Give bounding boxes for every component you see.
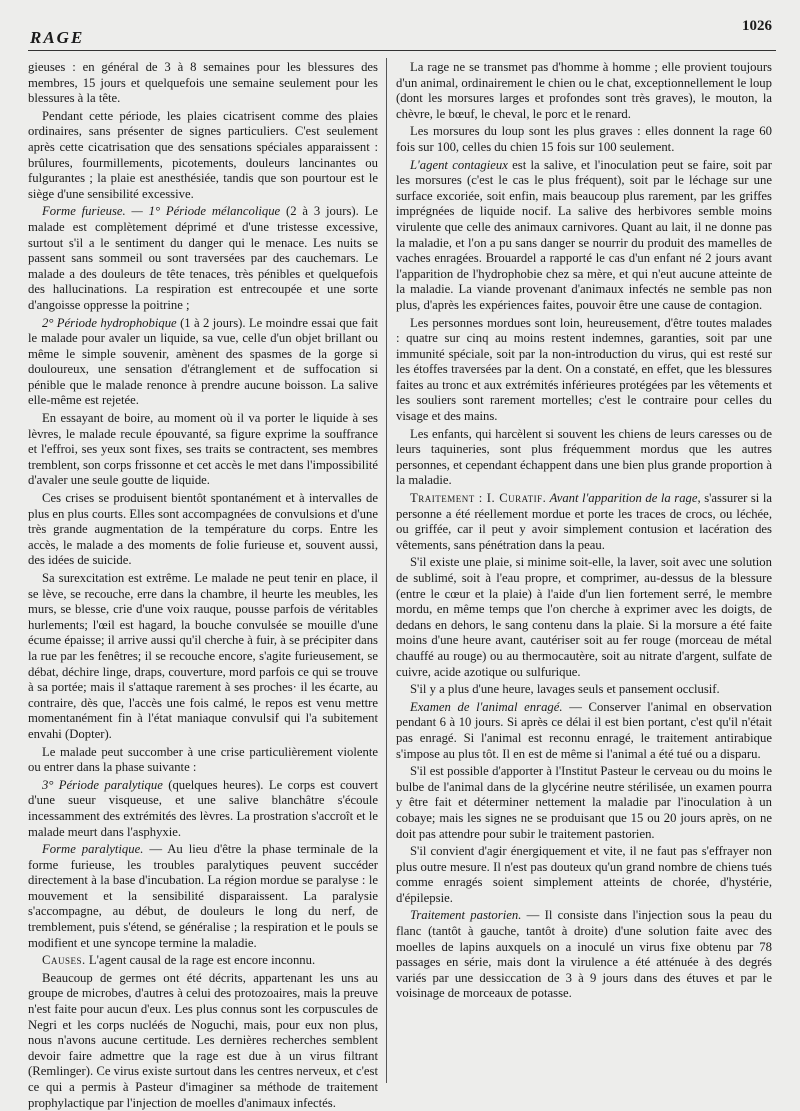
paragraph <box>28 571 378 743</box>
paragraph-text: gieuses : en général de 3 à 8 semaines pour les blessures des membres, 15 jours et quelquefois une semaine seulement pour les blessures à la tête. <box>28 60 378 106</box>
paragraph-lead: Forme paralytique. <box>42 842 144 857</box>
paragraph <box>396 682 772 698</box>
paragraph <box>28 745 378 776</box>
paragraph <box>28 491 378 569</box>
right-column <box>396 60 772 1084</box>
paragraph-text: — Au lieu d'être la phase terminale de la forme furieuse, les troubles paralytiques peuvent succéder directement à la base d'incubation. La région mordue se paralyse : le mouvement et la sensibilité disparaissent. La paralysie s'accompagne, au début, de douleurs le long du nerf, de tremblement, puis s'étend, se généralise ; la respiration et le pouls se modifient et une syncope termine la maladie. <box>28 842 378 950</box>
column-divider <box>386 58 387 1083</box>
paragraph-text: Ces crises se produisent bientôt spontanément et à intervalles de plus en plus courts. Elles sont accompagnées de convulsions et d'une très grande augmentation de la température du corps. Entre les accès, le malade a des moments de folie furieuse et, souvent aussi, des idées de suicide. <box>28 491 378 568</box>
paragraph-text: L'agent causal de la rage est encore inconnu. <box>85 953 316 968</box>
paragraph-text: En essayant de boire, au moment où il va porter le liquide à ses lèvres, le malade recule épouvanté, sa figure exprime la souffrance et l'effroi, ses yeux sont fixes, ses traits se contractent, ses membres tremblent, son corps frissonne et cet accès le met dans l'impossibilité d'avaler une seule goutte de liquide. <box>28 411 378 488</box>
paragraph <box>396 316 772 425</box>
paragraph-heading: Traitement : I. Curatif. <box>410 491 547 506</box>
paragraph <box>28 109 378 203</box>
paragraph <box>396 764 772 842</box>
paragraph-text: Beaucoup de germes ont été décrits, appartenant les uns au groupe de microbes, d'autres à celui des protozoaires, mais la preuve n'est faite pour aucun d'eux. Les plus connus sont les corpuscules de Negri et les corps nucléés de Noguchi, mais, pour eux non plus, nous n'avons aucune certitude. Les dernières recherches semblent devoir faire admettre que la rage est due à un virus filtrant (Remlinger). Ce virus existe surtout dans les centres nerveux, et c'est ce qui a permis à Pasteur d'imaginer sa méthode de traitement prophylactique par l'injection de moelles d'animaux infectés. <box>28 970 378 1110</box>
paragraph-lead: Examen de l'animal enragé. <box>410 699 563 714</box>
paragraph-text: (2 à 3 jours). Le malade est complètement déprimé et d'une tristesse excessive, surtout s'il a le sentiment du danger qui le menace. Les nuits se passent sans sommeil ou sont traversées par des cauchemars. Le malade a des douleurs de tête tenaces, très pénibles et quelquefois des hallucinations. La respiration est entrecoupée et une sorte d'angoisse oppresse la poitrine ; <box>28 204 378 312</box>
header-rule <box>28 50 776 51</box>
paragraph <box>396 844 772 906</box>
paragraph-heading: Causes. <box>42 953 86 968</box>
paragraph-text: — Il consiste dans l'injection sous la peau du flanc (tantôt à gauche, tantôt à droite) d'une solution faite avec des moelles de lapins auxquels on a inoculé un virus fixe obtenu par 78 passages en série, mais dont la virulence a été atténuée à des degrés variés par une dessiccation de 3 à 9 jours dans des étuves et par le voisinage de morceaux de potasse. <box>396 908 772 1001</box>
paragraph-text: — Conserver l'animal en observation pendant 6 à 10 jours. Si après ce délai il est bien portant, c'est qu'il n'était pas enragé. Si l'animal est reconnu enragé, le traitement antirabique s'impose au plus tôt. Il en est de même si l'animal a été tué ou a disparu. <box>396 699 772 761</box>
paragraph <box>28 316 378 410</box>
paragraph <box>396 700 772 762</box>
paragraph-text: S'il existe une plaie, si minime soit-elle, la laver, soit avec une solution de sublimé, soit à l'eau propre, et comprimer, au-dessus de la blessure (entre le cœur et la plaie) à l'aide d'un lien fortement serré, le membre mordu, en même temps que l'on cherche à exprimer avec les doigts, de dedans en dehors, le sang contenu dans la plaie. Si la morsure a été faite moins d'une heure avant, cautériser soit au fer rouge (morceau de métal chauffé au rouge) ou au thermocautère, soit au nitrate d'argent, sulfate de cuivre, acide azotique ou sulfurique. <box>396 555 772 679</box>
paragraph-lead: 3° Période paralytique <box>42 777 163 792</box>
paragraph-text: S'il y a plus d'une heure, lavages seuls et pansement occlusif. <box>410 682 720 697</box>
paragraph-text: est la salive, et l'inoculation peut se faire, soit par les morsures (c'est le cas le plus fréquent), soit par le léchage sur une surface excoriée, soit enfin, mais beaucoup plus rarement, par les griffes imprégnées de liquide nocif. La salive des herbivores semble moins virulente que celle des animaux carnivores. Quant au lait, il ne donne pas la maladie, et l'on a pu sans danger se nourrir du produit des mamelles de vaches enragées. Brouardel a rapporté le cas d'un enfant né 2 jours avant l'apparition de l'hydrophobie chez sa mère, et qui n'eut aucune atteinte de la maladie. La viande provenant d'animaux infectés ne semble pas non plus, d'après les expériences faites, pouvoir être une cause de contagion. <box>396 157 772 312</box>
paragraph <box>396 427 772 489</box>
paragraph <box>28 953 378 969</box>
paragraph-text: , s'assurer si la personne a été réellement mordue et porte les traces de crocs, ou léchée, ou griffée, car il peut y avoir simplement contusion et lacération des vêtements, sans pénétration dans la peau. <box>396 491 773 552</box>
paragraph <box>396 908 772 1002</box>
running-head-title: RAGE <box>30 28 85 47</box>
paragraph-text: Les personnes mordues sont loin, heureusement, d'être toutes malades : quatre sur cinq au moins restent indemnes, garanties, soit par une immunité spéciale, soit par la non-introduction du virus, qui est resté sur les étoffes traversées par la dent. On a constaté, en effet, que les blessures faites au tronc et aux extrémités inférieures protégées par les vêtements et les souliers sont rarement mortelles; c'est le contraire pour celles du visage et des mains. <box>396 315 772 424</box>
paragraph-text: S'il convient d'agir énergiquement et vite, il ne faut pas s'effrayer non plus outre mesure. Il n'est pas douteux qu'un grand nombre de chiens tués comme enragés soient simplement atteints de chorée, d'hystérie, d'épilepsie. <box>396 844 772 905</box>
paragraph-lead: Avant l'apparition de la rage <box>546 491 698 506</box>
paragraph-lead: Traitement pastorien. <box>410 908 522 923</box>
paragraph <box>28 60 378 107</box>
paragraph <box>396 491 772 553</box>
paragraph-text: Les enfants, qui harcèlent si souvent les chiens de leurs caresses ou de leurs taquineries, sont plus fréquemment mordus que les autres personnes, et cependant échappent dans une bien plus grande proportion à la maladie. <box>396 426 772 488</box>
paragraph <box>28 842 378 951</box>
paragraph-text: Les morsures du loup sont les plus graves : elles donnent la rage 60 fois sur 100, celles du chien 15 fois sur 100 seulement. <box>396 124 772 154</box>
paragraph-text: (quelques heures). Le corps est couvert d'une sueur visqueuse, et une salive blanchâtre s'écoule incessamment des extrémités des lèvres. La prostration s'accroît et le malade meurt dans l'asphyxie. <box>28 777 378 839</box>
paragraph <box>28 971 378 1111</box>
paragraph-text: La rage ne se transmet pas d'homme à homme ; elle provient toujours d'un animal, ordinairement le chien ou le chat, exceptionnellement le loup (dont les morsures larges et profondes sont très graves), le mouton, la chèvre, le bœuf, le cheval, le porc et le renard. <box>396 60 772 121</box>
paragraph-text: Pendant cette période, les plaies cicatrisent comme des plaies ordinaires, sans présenter de signes particuliers. C'est seulement après cette cicatrisation que des sensations spéciales apparaissent : brûlures, fourmillements, picotements, douleurs lancinantes ou fulgurantes ; la plaie est anesthésiée, tandis que son pourtour est le siège d'une sensibilité excessive. <box>28 108 378 201</box>
paragraph <box>396 158 772 314</box>
paragraph <box>396 124 772 155</box>
paragraph <box>396 60 772 122</box>
paragraph-lead: Forme furieuse. — 1° Période mélancolique <box>42 204 281 219</box>
paragraph-text: Sa surexcitation est extrême. Le malade ne peut tenir en place, il se lève, se recouche, erre dans la chambre, il heurte les meubles, les murs, se blesse, crie d'une voix rauque, pousse parfois de véritables hurlements; l'œil est hagard, la bouche convulsée se mouille d'une écume épaisse; il arrive aussi qu'il cherche à fuir, à se précipiter dans la rue par les fenêtres; il se recouche encore, s'agite furieusement, se débat, déchire linge, draps, couverture, mord parfois ce qui se trouve à sa portée; mais il s'attaque rarement à ses proches· il les écarte, au contraire, dès que, l'accès une fois calmé, le repos est venu mettre momentanément fin à l'état maniaque convulsif qui l'a subitement envahi (Dopter). <box>28 571 378 741</box>
left-column <box>28 60 378 1110</box>
paragraph-text: Le malade peut succomber à une crise particulièrement violente ou entrer dans la phase suivante : <box>28 744 378 775</box>
paragraph-lead: L'agent contagieux <box>410 157 508 172</box>
paragraph <box>28 204 378 313</box>
page-number: 1026 <box>742 18 772 34</box>
paragraph-lead: 2° Période hydrophobique <box>42 315 177 330</box>
paragraph-text: S'il est possible d'apporter à l'Institut Pasteur le cerveau ou du moins le bulbe de l'animal dans de la glycérine neutre stérilisée, un examen pourra y être fait et déterminer nettement la maladie par l'inoculation à un cobaye; mais les signes ne se produisant que 15 ou 20 jours après, on ne doit pas attendre pour subir le traitement pastorien. <box>396 764 772 841</box>
paragraph <box>28 411 378 489</box>
paragraph <box>28 778 378 840</box>
paragraph <box>396 555 772 680</box>
paragraph-text: (1 à 2 jours). Le moindre essai que fait le malade pour avaler un liquide, sa vue, celle d'un objet brillant ou même le simple souvenir, amènent des spasmes de la gorge si douloureux, une sensation d'étranglement et de suffocation si pénible que le malade renonce à prendre aucune boisson. La salive elle-même est rejetée. <box>28 315 378 408</box>
